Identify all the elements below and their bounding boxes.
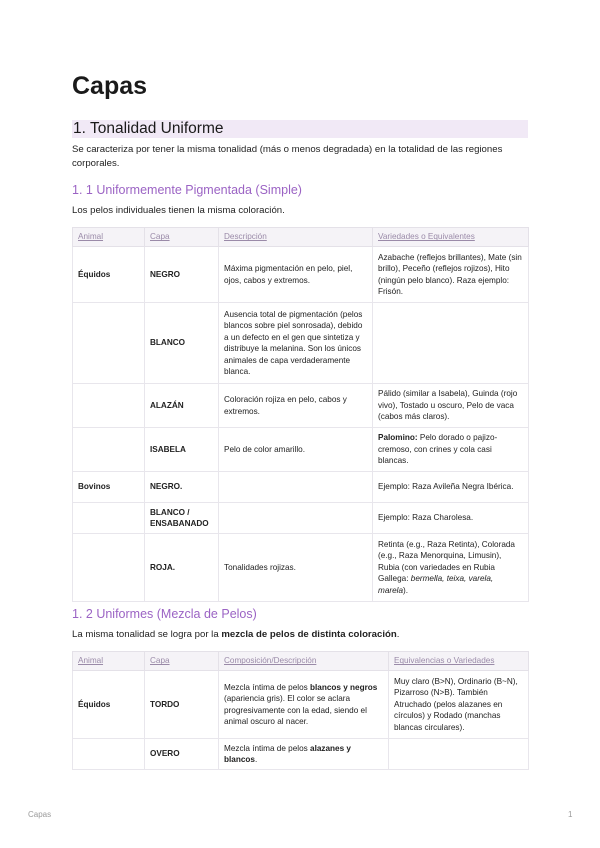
capa-cell: BLANCO / ENSABANADO — [145, 503, 219, 534]
capa-cell: NEGRO. — [145, 472, 219, 503]
table-row — [73, 384, 529, 428]
description-cell: Tonalidades rojizas. — [219, 534, 373, 602]
column-header: Equivalencias o Variedades — [389, 652, 529, 671]
animal-cell: Équidos — [73, 671, 145, 739]
capa-cell: ALAZÁN — [145, 384, 219, 428]
table-row — [73, 739, 529, 770]
desc-bold: blancos y negros — [310, 682, 378, 692]
table-row — [73, 303, 529, 384]
varieties-cell — [373, 303, 529, 384]
animal-cell — [73, 534, 145, 602]
intro-end: . — [396, 629, 400, 640]
column-header: Capa — [145, 228, 219, 247]
varieties-cell — [373, 428, 529, 472]
column-header: Descripción — [219, 228, 373, 247]
page-number: 1 — [568, 810, 573, 819]
varieties-cell: Pálido (similar a Isabela), Guinda (rojo vivo), Tostado u oscuro, Pelo de vaca (cabos más claros). — [373, 384, 529, 428]
table-row — [73, 534, 529, 602]
intro-text: La misma tonalidad se logra por la — [72, 629, 222, 640]
column-header: Composición/Descripción — [219, 652, 389, 671]
desc-text-end: (apariencia gris). El color se aclara progresivamente con la edad, siendo el animal oscuro al nacer. — [224, 694, 367, 726]
varieties-cell: Ejemplo: Raza Avileña Negra Ibérica. — [373, 472, 529, 503]
table-row — [73, 503, 529, 534]
column-header: Variedades o Equivalentes — [373, 228, 529, 247]
description-cell — [219, 472, 373, 503]
intro-bold: mezcla de pelos de distinta coloración — [221, 629, 397, 640]
page-title: Capas — [72, 72, 148, 100]
variety-text: Pelo dorado o pajizo-cremoso, con crines y cola casi blancas. — [378, 433, 498, 466]
table-row — [73, 428, 529, 472]
subsection-heading-2: 1. 2 Uniformes (Mezcla de Pelos) — [72, 607, 257, 621]
animal-cell — [73, 384, 145, 428]
varieties-cell — [389, 739, 529, 770]
desc-text: Mezcla íntima de pelos — [224, 743, 311, 753]
variety-bold-label: Palomino: — [378, 433, 418, 443]
animal-cell — [73, 739, 145, 770]
column-header: Animal — [73, 652, 145, 671]
varieties-cell: Ejemplo: Raza Charolesa. — [373, 503, 529, 534]
subsection-intro-1: Los pelos individuales tienen la misma coloración. — [72, 205, 285, 216]
animal-cell: Équidos — [73, 247, 145, 303]
capa-cell: NEGRO — [145, 247, 219, 303]
table-row — [73, 472, 529, 503]
desc-text: Mezcla íntima de pelos — [224, 682, 311, 692]
description-cell — [219, 671, 389, 739]
capa-cell: TORDO — [145, 671, 219, 739]
animal-cell: Bovinos — [73, 472, 145, 503]
table-header-row — [73, 228, 529, 247]
varieties-cell — [373, 534, 529, 602]
varieties-cell: Azabache (reflejos brillantes), Mate (sin brillo), Peceño (reflejos rojizos), Hito (ningún pelo blanco). Raza ejemplo: Frisón. — [373, 247, 529, 303]
variety-italic: bermella, teixa, varela, marela — [378, 574, 494, 595]
section-heading: 1. Tonalidad Uniforme — [72, 120, 528, 138]
variety-text-end: ). — [403, 585, 409, 595]
pigmentation-table — [72, 227, 529, 602]
animal-cell — [73, 428, 145, 472]
animal-cell — [73, 503, 145, 534]
subsection-intro-2 — [72, 628, 399, 642]
desc-bold: alazanes y blancos — [224, 743, 351, 764]
desc-text-end: . — [254, 755, 258, 764]
description-cell — [219, 739, 389, 770]
capa-cell: OVERO — [145, 739, 219, 770]
section-intro: Se caracteriza por tener la misma tonalidad (más o menos degradada) en la totalidad de las regiones corporales. — [72, 144, 503, 169]
footer-left: Capas — [28, 810, 52, 819]
description-cell: Coloración rojiza en pelo, cabos y extremos. — [219, 384, 373, 428]
description-cell: Máxima pigmentación en pelo, piel, ojos, cabos y extremos. — [219, 247, 373, 303]
table-header-row — [73, 652, 529, 671]
description-cell — [219, 503, 373, 534]
column-header: Capa — [145, 652, 219, 671]
description-cell: Pelo de color amarillo. — [219, 428, 373, 472]
variety-text: Retinta (e.g., Raza Retinta), Colorada (e.g., Raza Menorquina, Limusin), Rubia (con variedades en Rubia Gallega: — [378, 539, 515, 584]
table-row — [73, 671, 529, 739]
mixture-table — [72, 651, 529, 770]
varieties-cell: Muy claro (B>N), Ordinario (B~N), Pizarroso (N>B). También Atruchado (pelos alazanes en círculos) y Rodado (manchas blancas circulares). — [389, 671, 529, 739]
capa-cell: BLANCO — [145, 303, 219, 384]
capa-cell: ROJA. — [145, 534, 219, 602]
subsection-heading-1: 1. 1 Uniformemente Pigmentada (Simple) — [72, 183, 302, 197]
column-header: Animal — [73, 228, 145, 247]
description-cell: Ausencia total de pigmentación (pelos blancos sobre piel sonrosada), debido a un defecto en el gen que sintetiza y distribuye la melanina. Son los únicos animales de capa verdaderamente blanca. — [219, 303, 373, 384]
animal-cell — [73, 303, 145, 384]
capa-cell: ISABELA — [145, 428, 219, 472]
table-row — [73, 247, 529, 303]
